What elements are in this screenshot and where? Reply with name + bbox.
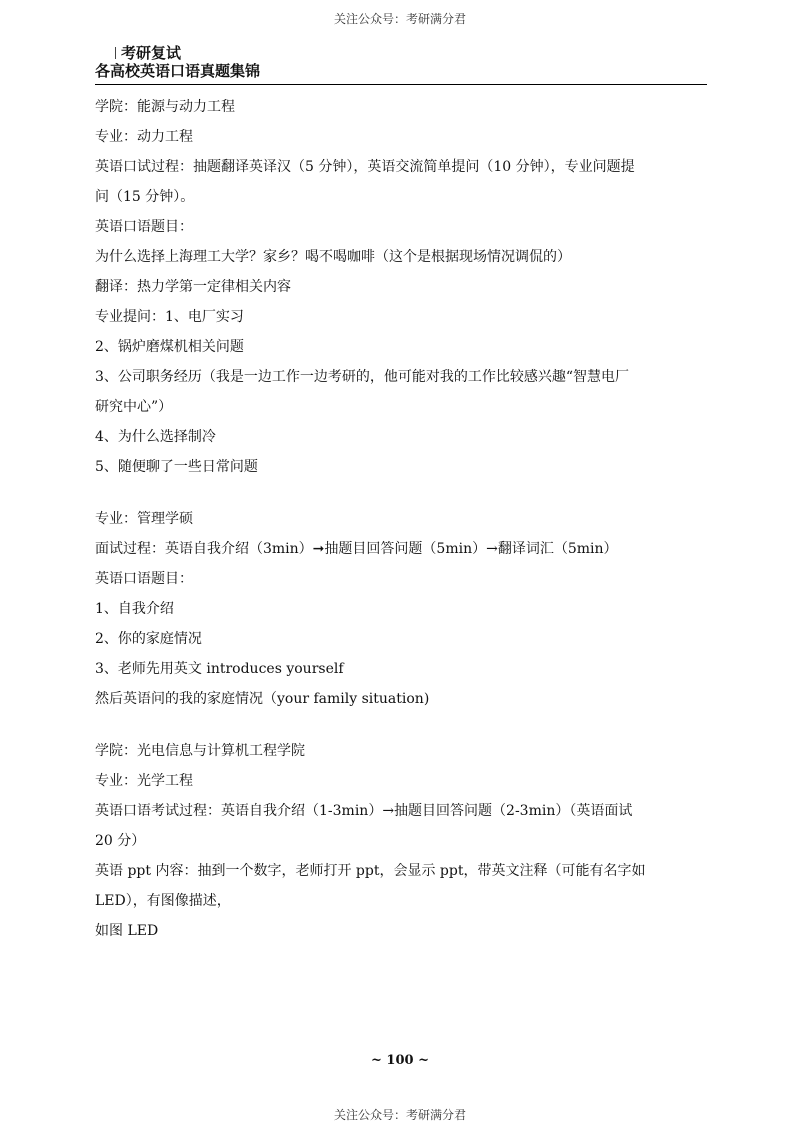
header-title: 考研复试 bbox=[95, 44, 707, 62]
text-line: 专业提问：1、电厂实习 bbox=[95, 309, 244, 325]
page-footer-note: 关注公众号：考研满分君 bbox=[333, 1108, 466, 1122]
document-header bbox=[95, 44, 707, 85]
text-line: 学院：能源与动力工程 bbox=[95, 99, 235, 115]
text-line: 2、锅炉磨煤机相关问题 bbox=[95, 339, 244, 355]
text-line: 学院：光电信息与计算机工程学院 bbox=[95, 743, 305, 759]
text-line: 然后英语问的我的家庭情况（your family situation) bbox=[95, 691, 430, 707]
text-line: 问（15 分钟）。 bbox=[95, 189, 195, 205]
text-line: 20 分） bbox=[95, 833, 146, 849]
section-gap bbox=[95, 714, 715, 736]
text-line: 英语口语题目： bbox=[95, 571, 193, 587]
text-line: 如图 LED bbox=[95, 923, 159, 939]
text-line: 面试过程：英语自我介绍（3min）➞抽题目回答问题（5min）→翻译词汇（5min） bbox=[95, 541, 618, 557]
text-line: LED），有图像描述， bbox=[95, 893, 231, 909]
text-line: 专业：动力工程 bbox=[95, 129, 193, 145]
text-line: 英语口试过程：抽题翻译英译汉（5 分钟），英语交流简单提问（10 分钟），专业问题提 bbox=[95, 159, 635, 175]
text-line: 英语口语考试过程：英语自我介绍（1-3min）→抽题目回答问题（2-3min）（英语面试 bbox=[95, 803, 633, 819]
header-subtitle: 各高校英语口语真题集锦 bbox=[95, 62, 261, 80]
text-line: 3、老师先用英文 introduces yourself bbox=[95, 661, 344, 677]
document-body bbox=[95, 92, 715, 946]
text-line: 翻译：热力学第一定律相关内容 bbox=[95, 279, 291, 295]
section-gap bbox=[95, 482, 715, 504]
text-line: 研究中心”） bbox=[95, 399, 173, 415]
text-line: 英语口语题目： bbox=[95, 219, 193, 235]
text-line: 2、你的家庭情况 bbox=[95, 631, 202, 647]
text-line: 5、随便聊了一些日常问题 bbox=[95, 459, 258, 475]
text-line: 英语 ppt 内容：抽到一个数字，老师打开 ppt，会显示 ppt，带英文注释（可能有名字如 bbox=[95, 863, 646, 879]
page-header-note: 关注公众号：考研满分君 bbox=[333, 12, 466, 26]
text-line: 为什么选择上海理工大学？家乡？喝不喝咖啡（这个是根据现场情况调侃的） bbox=[95, 249, 571, 265]
text-line: 3、公司职务经历（我是一边工作一边考研的，他可能对我的工作比较感兴趣“智慧电厂 bbox=[95, 369, 630, 385]
text-line: 专业：管理学硕 bbox=[95, 511, 193, 527]
text-line: 专业：光学工程 bbox=[95, 773, 193, 789]
text-line: 1、自我介绍 bbox=[95, 601, 174, 617]
page-number: ~ 100 ~ bbox=[371, 1053, 429, 1068]
text-line: 4、为什么选择制冷 bbox=[95, 429, 216, 445]
